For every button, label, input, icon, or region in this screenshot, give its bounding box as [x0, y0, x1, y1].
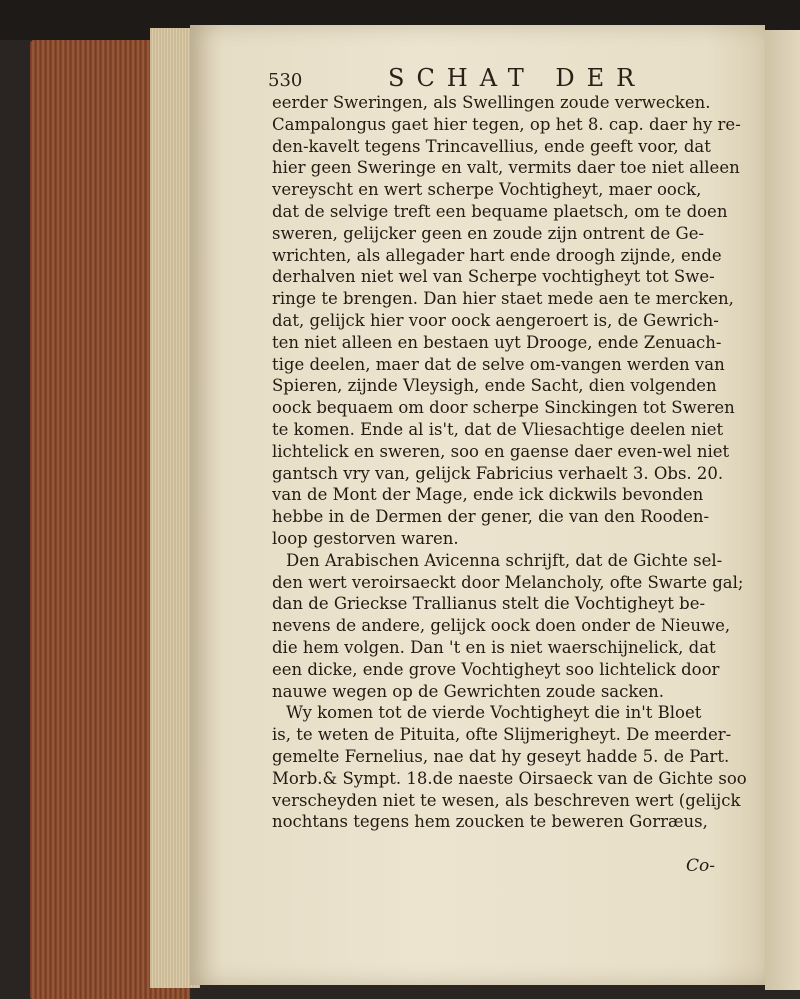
text-line: Campalongus gaet hier tegen, op het 8. cap. daer hy re-	[272, 114, 741, 134]
text-line: nauwe wegen op de Gewrichten zoude sacken.	[272, 681, 664, 701]
text-line: dat de selvige treft een bequame plaetsch, om te doen	[272, 201, 728, 221]
text-line: dat, gelijck hier voor oock aengeroert is, de Gewrich-	[272, 310, 719, 330]
text-line: is, te weten de Pituita, ofte Slijmerigheyt. De meerder-	[272, 725, 732, 745]
text-line: hier geen Sweringe en valt, vermits daer toe niet alleen	[272, 158, 740, 178]
page-number: 530	[268, 70, 303, 91]
text-line: lichtelick en sweren, soo en gaense daer even-wel niet	[272, 441, 730, 461]
body-text	[272, 92, 752, 833]
text-line: tige deelen, maer dat de selve om-vangen werden van	[272, 354, 725, 374]
text-line: vereyscht en wert scherpe Vochtigheyt, maer oock,	[272, 180, 702, 200]
text-line: wrichten, als allegader hart ende droogh zijnde, ende	[272, 245, 722, 265]
text-line: een dicke, ende grove Vochtigheyt soo lichtelick door	[272, 659, 720, 679]
text-line: verscheyden niet te wesen, als beschreven wert (gelijck	[272, 790, 741, 810]
text-line: ten niet alleen en bestaen uyt Drooge, ende Zenuach-	[272, 332, 722, 352]
text-line: loop gestorven waren.	[272, 528, 459, 548]
text-line: gemelte Fernelius, nae dat hy geseyt hadde 5. de Part.	[272, 746, 730, 766]
text-line: dan de Grieckse Trallianus stelt die Vochtigheyt be-	[272, 594, 706, 614]
text-line: Den Arabischen Avicenna schrijft, dat de Gichte sel-	[286, 550, 723, 570]
text-line: ringe te brengen. Dan hier staet mede aen te mercken,	[272, 289, 734, 309]
text-line: gantsch vry van, gelijck Fabricius verhaelt 3. Obs. 20.	[272, 463, 724, 483]
text-line: oock bequaem om door scherpe Sinckingen tot Sweren	[272, 398, 735, 418]
running-title: SCHAT DER	[388, 64, 647, 92]
text-line: eerder Sweringen, als Swellingen zoude verwecken.	[272, 93, 711, 112]
text-line: hebbe in de Dermen der gener, die van den Rooden-	[272, 507, 710, 527]
text-line: den wert veroirsaeckt door Melancholy, ofte Swarte gal;	[272, 572, 744, 592]
text-line: Wy komen tot de vierde Vochtigheyt die in't Bloet	[286, 703, 702, 723]
text-line: die hem volgen. Dan 't en is niet waerschijnelick, dat	[272, 637, 716, 657]
text-line: Spieren, zijnde Vleysigh, ende Sacht, dien volgenden	[272, 376, 717, 396]
text-line: den-kavelt tegens Trincavellius, ende geeft voor, dat	[272, 136, 711, 156]
catchword: Co-	[686, 856, 715, 876]
text-line: Morb.& Sympt. 18.de naeste Oirsaeck van de Gichte soo	[272, 768, 747, 788]
text-line: sweren, gelijcker geen en zoude zijn ontrent de Ge-	[272, 223, 705, 243]
text-line: nochtans tegens hem zoucken te beweren Gorræus,	[272, 812, 708, 832]
facing-page-edge	[765, 30, 800, 990]
page-header	[268, 64, 748, 94]
text-line: te komen. Ende al is't, dat de Vliesachtige deelen niet	[272, 419, 724, 439]
text-line: van de Mont der Mage, ende ick dickwils bevonden	[272, 485, 704, 505]
text-line: derhalven niet wel van Scherpe vochtigheyt tot Swe-	[272, 267, 715, 287]
text-line: nevens de andere, gelijck oock doen onder de Nieuwe,	[272, 616, 731, 636]
